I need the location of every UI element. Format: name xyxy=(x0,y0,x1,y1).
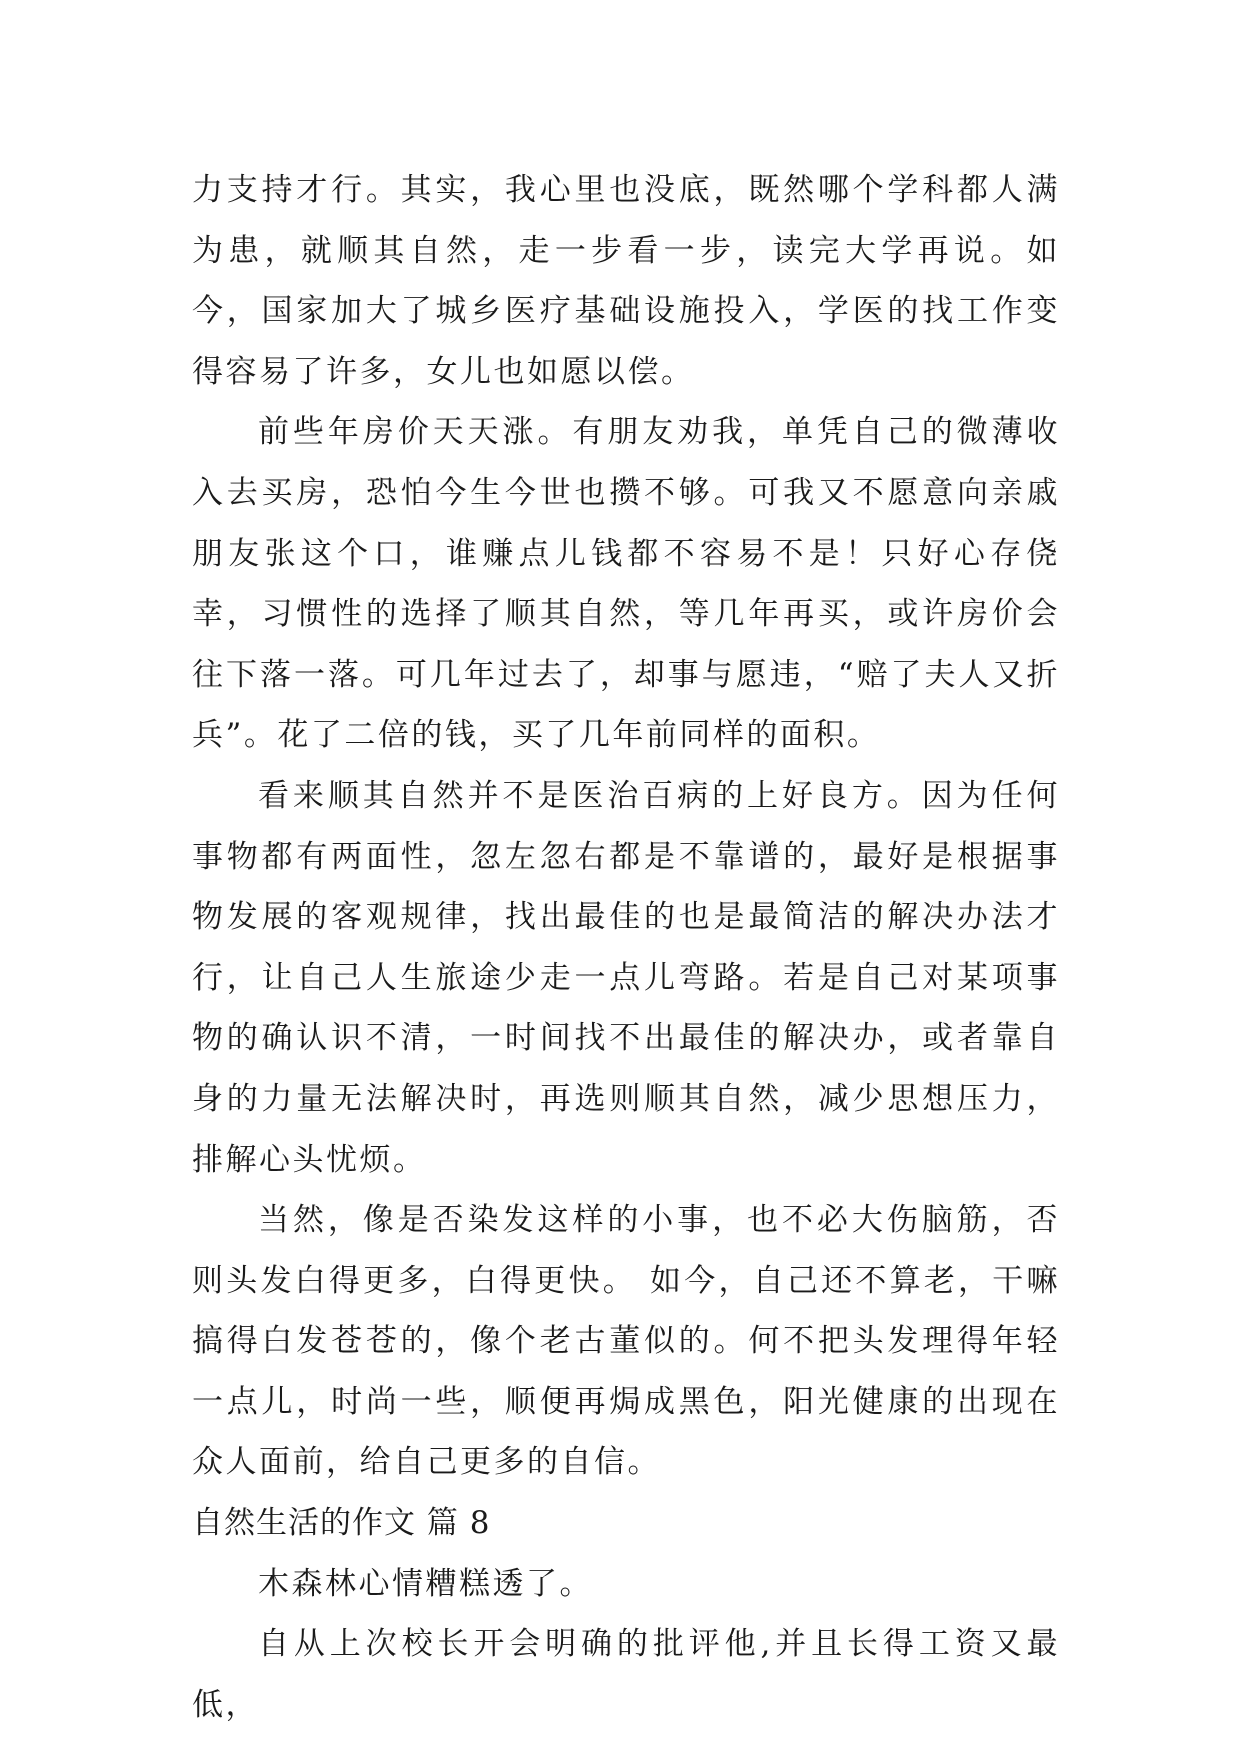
paragraph-mood: 木森林心情糟糕透了。 xyxy=(258,1565,593,1602)
paragraph-hair-dye: 当然，像是否染发这样的小事，也不必大伤脑筋，否则头发白得更多，白得更快。 如今，自己还不算老，干嘛搞得白发苍苍的，像个老古董似的。何不把头发理得年轻一点儿，时尚一些，顺便再焗成黑色，阳光健康的出现在众人面前，给自己更多的自信。 xyxy=(192,1202,1060,1481)
paragraph-nature-not-cure: 看来顺其自然并不是医治百病的上好良方。因为任何事物都有两面性，忽左忽右都是不靠谱的，最好是根据事物发展的客观规律，找出最佳的也是最简洁的解决办法才行，让自己人生旅途少走一点儿弯路。若是自己对某项事物的确认识不清，一时间找不出最佳的解决办，或者靠自身的力量无法解决时，再选则顺其自然，减少思想压力，排解心头忧烦。 xyxy=(192,777,1060,1178)
document-body xyxy=(192,160,1060,1735)
paragraph-daughter-medicine: 力支持才行。其实，我心里也没底，既然哪个学科都人满为患，就顺其自然，走一步看一步，读完大学再说。如今，国家加大了城乡医疗基础设施投入，学医的找工作变得容易了许多，女儿也如愿以偿。 xyxy=(192,172,1060,390)
paragraph-house-price: 前些年房价天天涨。有朋友劝我，单凭自己的微薄收入去买房，恐怕今生今世也攒不够。可我又不愿意向亲戚朋友张这个口，谁赚点儿钱都不容易不是！只好心存侥幸，习惯性的选择了顺其自然，等几年再买，或许房价会往下落一落。可几年过去了，却事与愿违，“赔了夫人又折兵”。花了二倍的钱，买了几年前同样的面积。 xyxy=(192,414,1060,754)
paragraph-principal: 自从上次校长开会明确的批评他,并且长得工资又最低， xyxy=(192,1626,1060,1723)
section-heading: 自然生活的作文 篇 8 xyxy=(192,1505,491,1542)
